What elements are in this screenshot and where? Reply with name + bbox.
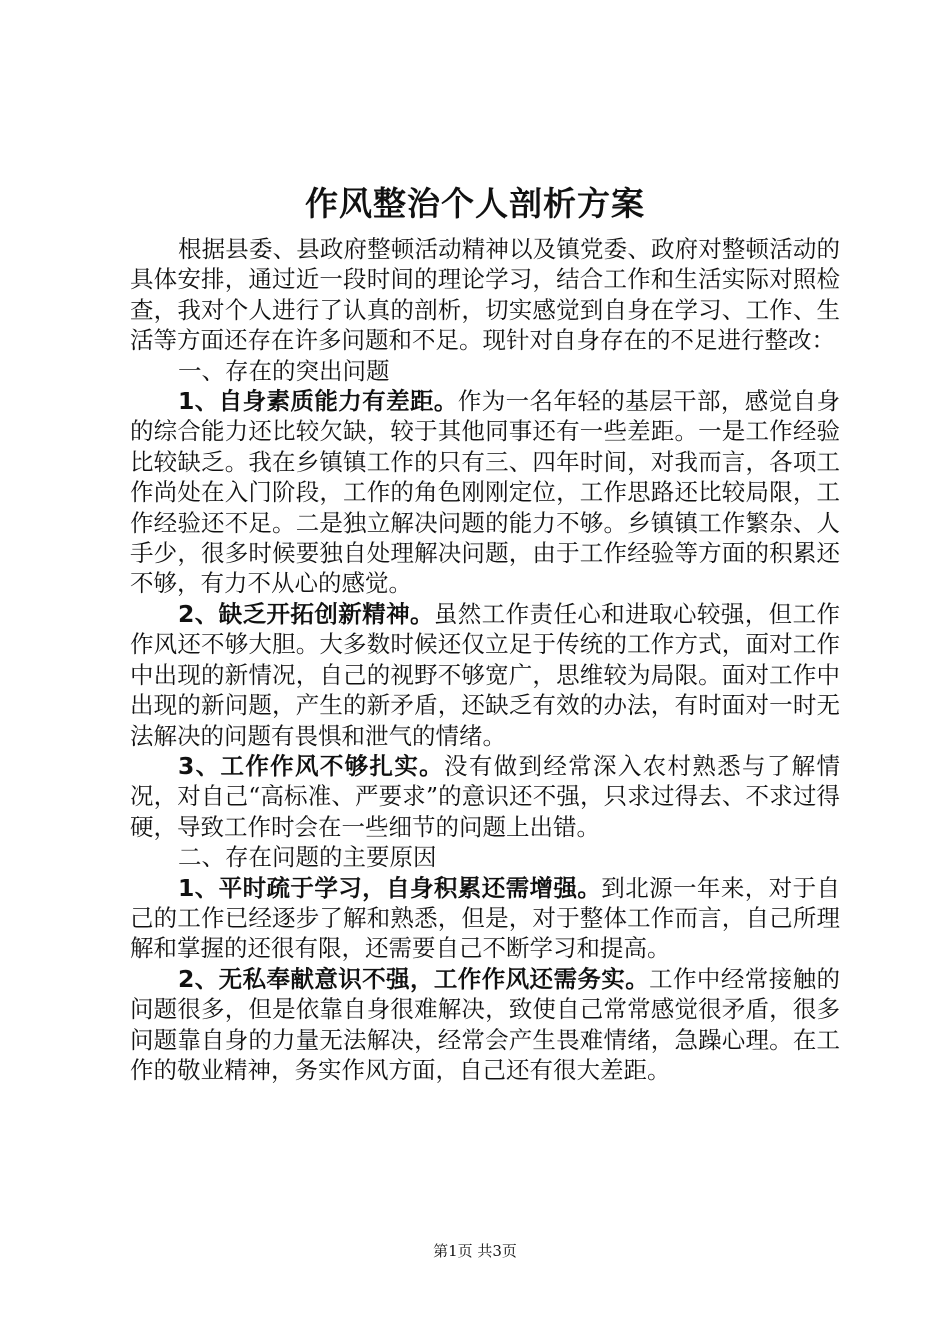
- page-number-footer: 第1页 共3页: [433, 1242, 517, 1260]
- list-item: [130, 599, 840, 751]
- item-lead: 2、无私奉献意识不强，工作作风还需务实。: [178, 964, 650, 993]
- list-item: [130, 964, 840, 1086]
- item-text: 没有做到经常深入农村熟悉与了解情况，对自己“高标准、严要求”的意识还不强，只求过得去、不求过得硬，导致工作时会在一些细节的问题上出错。: [130, 751, 841, 841]
- document-body: [130, 234, 840, 1085]
- section-heading-1: 一、存在的突出问题: [178, 356, 390, 385]
- section-heading-2: 二、存在问题的主要原因: [178, 843, 437, 872]
- item-text: 虽然工作责任心和进取心较强，但工作作风还不够大胆。大多数时候还仅立足于传统的工作方式，面对工作中出现的新情况，自己的视野不够宽广，思维较为局限。面对工作中出现的新问题，产生的新矛盾，还缺乏有效的办法，有时面对一时无法解决的问题有畏惧和泄气的情绪。: [130, 599, 840, 750]
- item-lead: 1、平时疏于学习，自身积累还需增强。: [178, 873, 602, 902]
- item-lead: 3、工作作风不够扎实。: [178, 751, 445, 780]
- item-lead: 1、自身素质能力有差距。: [178, 387, 458, 416]
- item-text: 作为一名年轻的基层干部，感觉自身的综合能力还比较欠缺，较于其他同事还有一些差距。一是工作经验比较缺乏。我在乡镇镇工作的只有三、四年时间，对我而言，各项工作尚处在入门阶段，工作的角色刚刚定位，工作思路还比较局限，工作经验还不足。二是独立解决问题的能力不够。乡镇镇工作繁杂、人手少，很多时候要独自处理解决问题，由于工作经验等方面的积累还不够，有力不从心的感觉。: [130, 387, 841, 598]
- document-title: 作风整治个人剖析方案: [305, 184, 645, 223]
- item-text: 工作中经常接触的问题很多，但是依靠自身很难解决，致使自己常常感觉很矛盾，很多问题靠自身的力量无法解决，经常会产生畏难情绪，急躁心理。在工作的敬业精神，务实作风方面，自己还有很大差距。: [130, 964, 840, 1084]
- item-text: 到北源一年来，对于自己的工作已经逐步了解和熟悉，但是，对于整体工作而言，自己所理解和掌握的还很有限，还需要自己不断学习和提高。: [130, 873, 840, 963]
- list-item: [130, 386, 840, 599]
- list-item: [130, 873, 840, 964]
- item-lead: 2、缺乏开拓创新精神。: [178, 599, 434, 628]
- intro-paragraph: 根据县委、县政府整顿活动精神以及镇党委、政府对整顿活动的具体安排，通过近一段时间的理论学习，结合工作和生活实际对照检查，我对个人进行了认真的剖析，切实感觉到自身在学习、工作、生活等方面还存在许多问题和不足。现针对自身存在的不足进行整改：: [130, 235, 840, 355]
- list-item: [130, 751, 840, 842]
